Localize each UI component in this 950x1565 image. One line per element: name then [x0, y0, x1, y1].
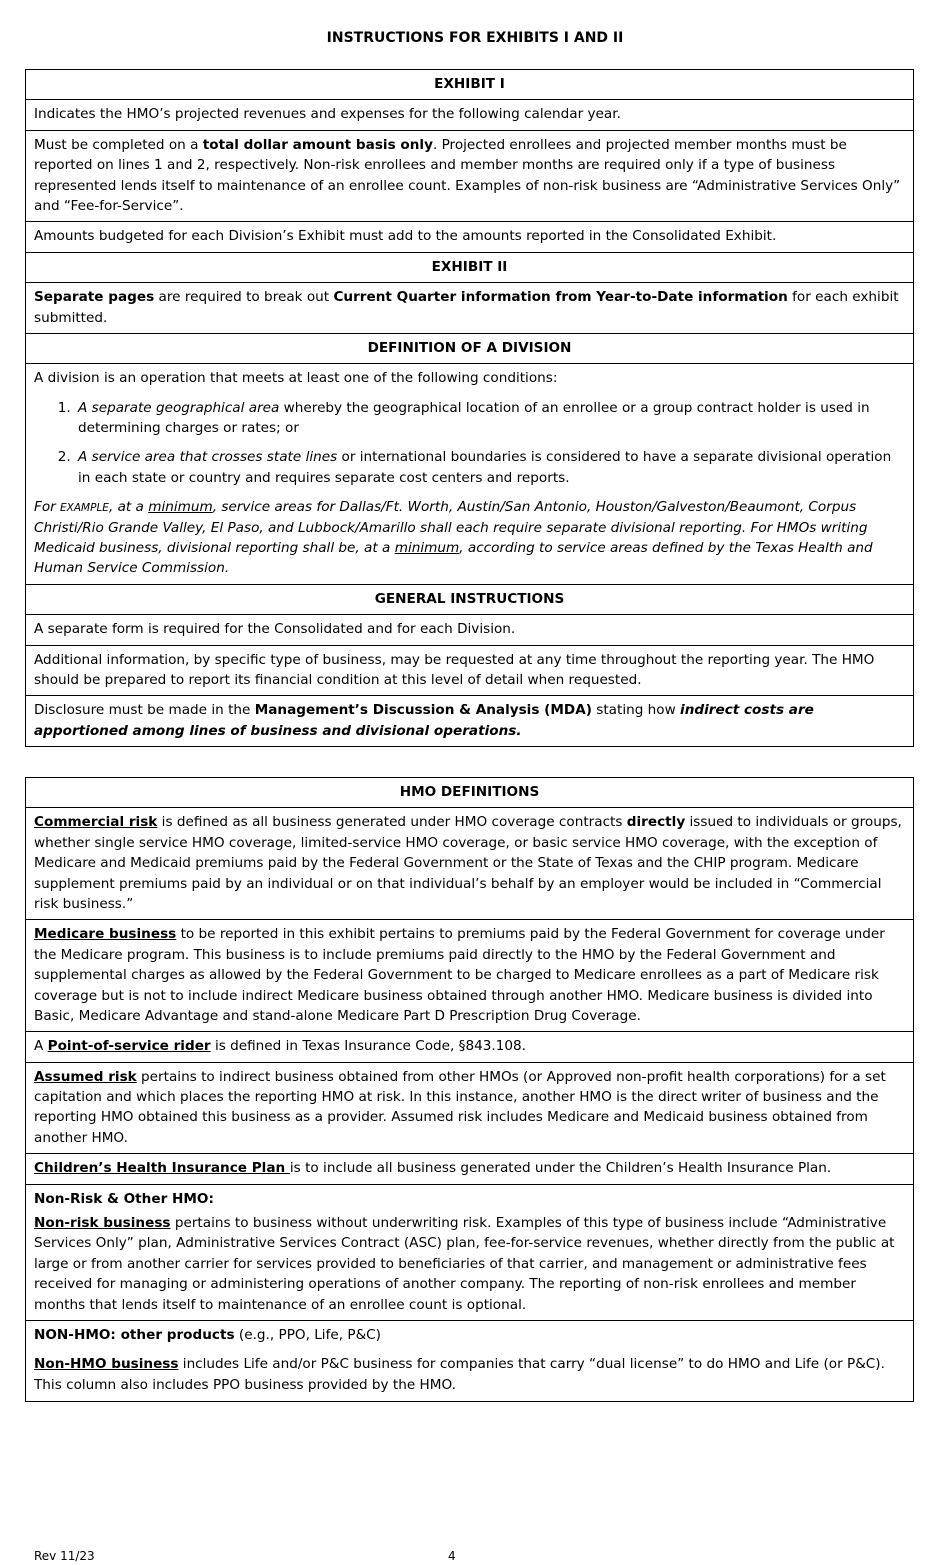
non-risk-definition: Non-risk business pertains to business without underwriting risk. Examples of this type of business include “Administrative Services Only” plan, Administrative Services Contract (ASC) plan, fee-for-service revenues, whether directly from the public at large or from another carrier for services provided to beneficiaries of that carrier, and management or administrative fees received for managing or administering operations of another company. The reporting of non-risk enrollees and member months that lends itself to maintenance of an enrollee count is optional. — [34, 1215, 895, 1313]
page-number: 4 — [448, 1549, 456, 1563]
division-header: DEFINITION OF A DIVISION — [26, 333, 914, 363]
division-example: For EXAMPLE, at a minimum, service areas for Dallas/Ft. Worth, Austin/San Antonio, Houston/Galveston/Beaumont, Corpus Christi/Rio Grande Valley, El Paso, and Lubbock/Amarillo shall each require separate divisional reporting. For HMOs writing Medicaid business, divisional reporting shall be, at a minimum, according to service areas defined by the Texas Health and Human Service Commission. — [34, 499, 873, 577]
page-title: INSTRUCTIONS FOR EXHIBITS I AND II — [326, 30, 624, 46]
hmo-definitions-table — [25, 777, 914, 1402]
exhibit-i-row-1: Indicates the HMO’s projected revenues and expenses for the following calendar year. — [26, 100, 914, 130]
exhibit-i-row-2: Must be completed on a total dollar amount basis only. Projected enrollees and projected member months must be reported on lines 1 and 2, respectively. Non-risk enrollees and member months are required only if a type of business represented lends itself to maintenance of an enrollee count. Examples of non-risk business are “Administrative Services Only” and “Fee-for-Service”. — [26, 130, 914, 222]
commercial-risk-row: Commercial risk is defined as all business generated under HMO coverage contracts directly issued to individuals or groups, whether single service HMO coverage, limited-service HMO coverage, or basic service HMO coverage, with the exception of Medicare and Medicaid premiums paid by the Federal Government or the State of Texas and the CHIP program. Medicare supplement premiums paid by an individual or on that individual’s behalf by an employer would be included in “Commercial risk business.” — [26, 808, 914, 920]
division-intro: A division is an operation that meets at least one of the following conditions: — [34, 370, 558, 387]
point-of-service-row: A Point-of-service rider is defined in Texas Insurance Code, §843.108. — [26, 1032, 914, 1062]
general-row-1: A separate form is required for the Consolidated and for each Division. — [26, 615, 914, 645]
instructions-table — [25, 69, 914, 747]
exhibit-i-header: EXHIBIT I — [26, 70, 914, 100]
general-header: GENERAL INSTRUCTIONS — [26, 584, 914, 614]
revision-label: Rev 11/23 — [34, 1549, 95, 1563]
hmo-definitions-header: HMO DEFINITIONS — [26, 778, 914, 808]
non-risk-row — [26, 1184, 914, 1320]
division-body — [26, 364, 914, 585]
non-risk-heading: Non-Risk & Other HMO: — [34, 1190, 214, 1207]
division-condition-1: 1. A separate geographical area whereby the geographical location of an enrollee or a group contract holder is used in determining charges or rates; or — [75, 398, 905, 439]
exhibit-ii-header: EXHIBIT II — [26, 252, 914, 282]
exhibit-ii-row-1: Separate pages are required to break out Current Quarter information from Year-to-Date information for each exhibit submitted. — [26, 283, 914, 334]
non-hmo-row — [26, 1320, 914, 1401]
general-row-3: Disclosure must be made in the Management’s Discussion & Analysis (MDA) stating how indirect costs are apportioned among lines of business and divisional operations. — [26, 696, 914, 747]
division-conditions-list — [34, 398, 905, 489]
non-hmo-heading: NON-HMO: other products (e.g., PPO, Life, P&C) — [34, 1326, 381, 1343]
non-hmo-definition: Non-HMO business includes Life and/or P&C business for companies that carry “dual license” to do HMO and Life (or P&C). This column also includes PPO business provided by the HMO. — [34, 1356, 885, 1393]
assumed-risk-row: Assumed risk pertains to indirect business obtained from other HMOs (or Approved non-profit health corporations) for a set capitation and which places the reporting HMO at risk. In this instance, another HMO is the direct writer of business and the reporting HMO obtained this business as a provider. Assumed risk includes Medicare and Medicaid business obtained from another HMO. — [26, 1062, 914, 1154]
general-row-2: Additional information, by specific type of business, may be requested at any time throughout the reporting year. The HMO should be prepared to report its financial condition at this level of detail when requested. — [26, 645, 914, 696]
chip-row: Children’s Health Insurance Plan is to include all business generated under the Children’s Health Insurance Plan. — [26, 1154, 914, 1184]
exhibit-i-row-3: Amounts budgeted for each Division’s Exhibit must add to the amounts reported in the Consolidated Exhibit. — [26, 222, 914, 252]
medicare-business-row: Medicare business to be reported in this exhibit pertains to premiums paid by the Federal Government for coverage under the Medicare program. This business is to include premiums paid directly to the HMO by the Federal Government and supplemental charges as allowed by the Federal Government to be charged to Medicare enrollees as a part of Medicare risk coverage but is not to include indirect Medicare business obtained through another HMO. Medicare business is divided into Basic, Medicare Advantage and stand-alone Medicare Part D Prescription Drug Coverage. — [26, 920, 914, 1032]
division-condition-2: 2. A service area that crosses state lines or international boundaries is considered to have a separate divisional operation in each state or country and requires separate cost centers and reports. — [75, 447, 905, 488]
